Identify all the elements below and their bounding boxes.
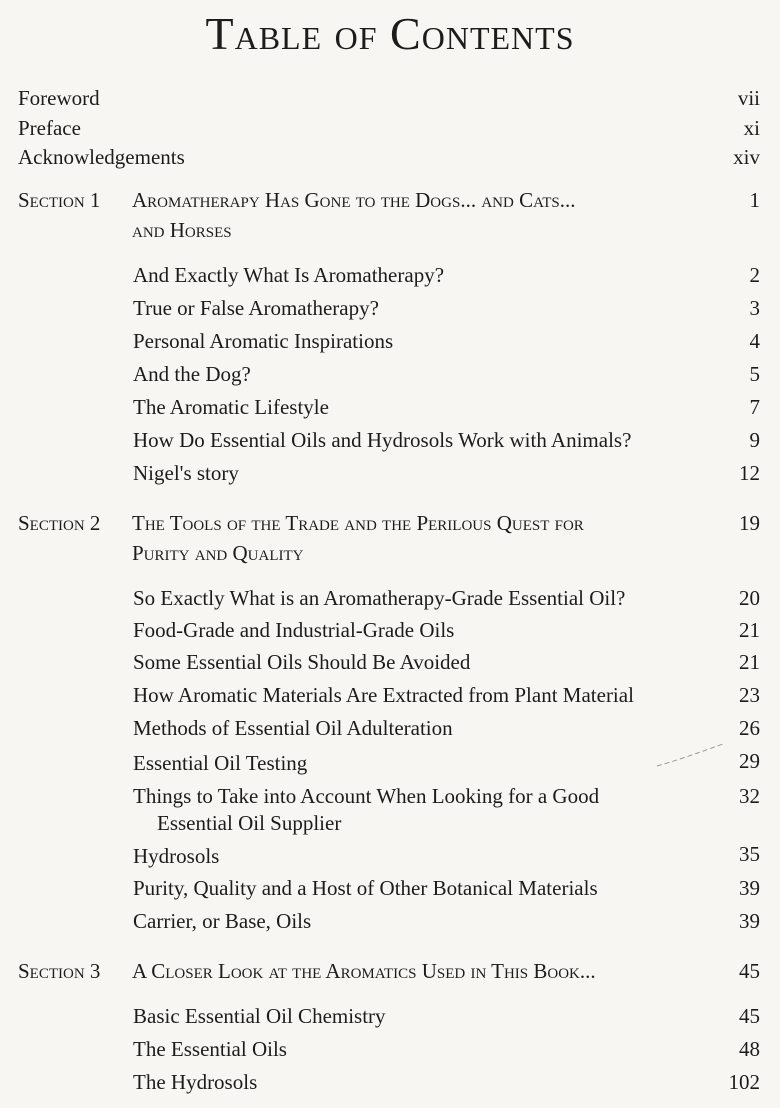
page-title: Table of Contents: [205, 8, 575, 59]
section-label: Section 3: [18, 959, 101, 983]
toc-entry-page: 39: [739, 909, 760, 933]
toc-entry: Personal Aromatic Inspirations: [133, 329, 394, 353]
toc-entry: Essential Oil Testing: [133, 751, 308, 775]
toc-entry-page: 5: [749, 362, 760, 386]
toc-entry: Some Essential Oils Should Be Avoided: [133, 650, 471, 674]
toc-entry-page: 21: [739, 618, 760, 642]
toc-entry-page: 23: [739, 683, 760, 707]
toc-entry-page: 3: [749, 296, 760, 320]
section-page: 45: [739, 959, 760, 983]
toc-entry-page: 102: [728, 1070, 760, 1094]
pencil-mark-icon: [655, 742, 725, 772]
toc-entry-cont: Essential Oil Supplier: [157, 811, 342, 835]
toc-entry-page: 26: [739, 716, 760, 740]
toc-entry: The Aromatic Lifestyle: [133, 395, 329, 419]
toc-entry-page: 35: [739, 842, 760, 866]
toc-entry: Things to Take into Account When Looking for a Good: [133, 784, 600, 808]
section-title-cont: Purity and Quality: [132, 541, 304, 565]
toc-entry: The Essential Oils: [133, 1037, 287, 1061]
toc-entry-page: 20: [739, 586, 760, 610]
section-title: A Closer Look at the Aromatics Used in This Book...: [132, 959, 596, 983]
section-page: 19: [739, 511, 760, 535]
section-page: 1: [749, 188, 760, 212]
toc-entry: How Aromatic Materials Are Extracted from Plant Material: [133, 683, 634, 707]
toc-entry: The Hydrosols: [133, 1070, 258, 1094]
toc-entry: Food-Grade and Industrial-Grade Oils: [133, 618, 455, 642]
toc-entry-page: 21: [739, 650, 760, 674]
toc-entry-preface: Preface: [18, 116, 81, 140]
toc-entry-page: 48: [739, 1037, 760, 1061]
toc-entry: And Exactly What Is Aromatherapy?: [133, 263, 445, 287]
toc-entry-page: 12: [739, 461, 760, 485]
toc-entry-page: 7: [749, 395, 760, 419]
toc-entry: Carrier, or Base, Oils: [133, 909, 312, 933]
section-title: The Tools of the Trade and the Perilous Quest for: [132, 511, 584, 535]
toc-entry: Basic Essential Oil Chemistry: [133, 1004, 386, 1028]
toc-entry: Methods of Essential Oil Adulteration: [133, 716, 453, 740]
section-label: Section 1: [18, 188, 101, 212]
toc-entry-acknowledgements: Acknowledgements: [18, 145, 185, 169]
section-title: Aromatherapy Has Gone to the Dogs... and Cats...: [132, 188, 576, 212]
toc-entry-page: 45: [739, 1004, 760, 1028]
toc-entry-page: 32: [739, 784, 760, 808]
toc-entry: True or False Aromatherapy?: [133, 296, 379, 320]
toc-entry: How Do Essential Oils and Hydrosols Work with Animals?: [133, 428, 632, 452]
toc-entry: Nigel's story: [133, 461, 239, 485]
toc-entry-page: 2: [749, 263, 760, 287]
toc-entry: And the Dog?: [133, 362, 251, 386]
toc-entry-page: 4: [749, 329, 760, 353]
section-title-cont: and Horses: [132, 218, 232, 242]
toc-page-foreword: vii: [737, 86, 760, 110]
toc-page-preface: xi: [743, 116, 760, 140]
toc-entry-page: 9: [749, 428, 760, 452]
toc-entry-page: 29: [739, 749, 760, 773]
section-label: Section 2: [18, 511, 101, 535]
toc-page-acknowledgements: xiv: [733, 145, 760, 169]
toc-entry-page: 39: [739, 876, 760, 900]
toc-entry: So Exactly What is an Aromatherapy-Grade Essential Oil?: [133, 586, 626, 610]
toc-entry: Purity, Quality and a Host of Other Botanical Materials: [133, 876, 598, 900]
toc-entry-foreword: Foreword: [18, 86, 100, 110]
toc-entry: Hydrosols: [133, 844, 220, 868]
